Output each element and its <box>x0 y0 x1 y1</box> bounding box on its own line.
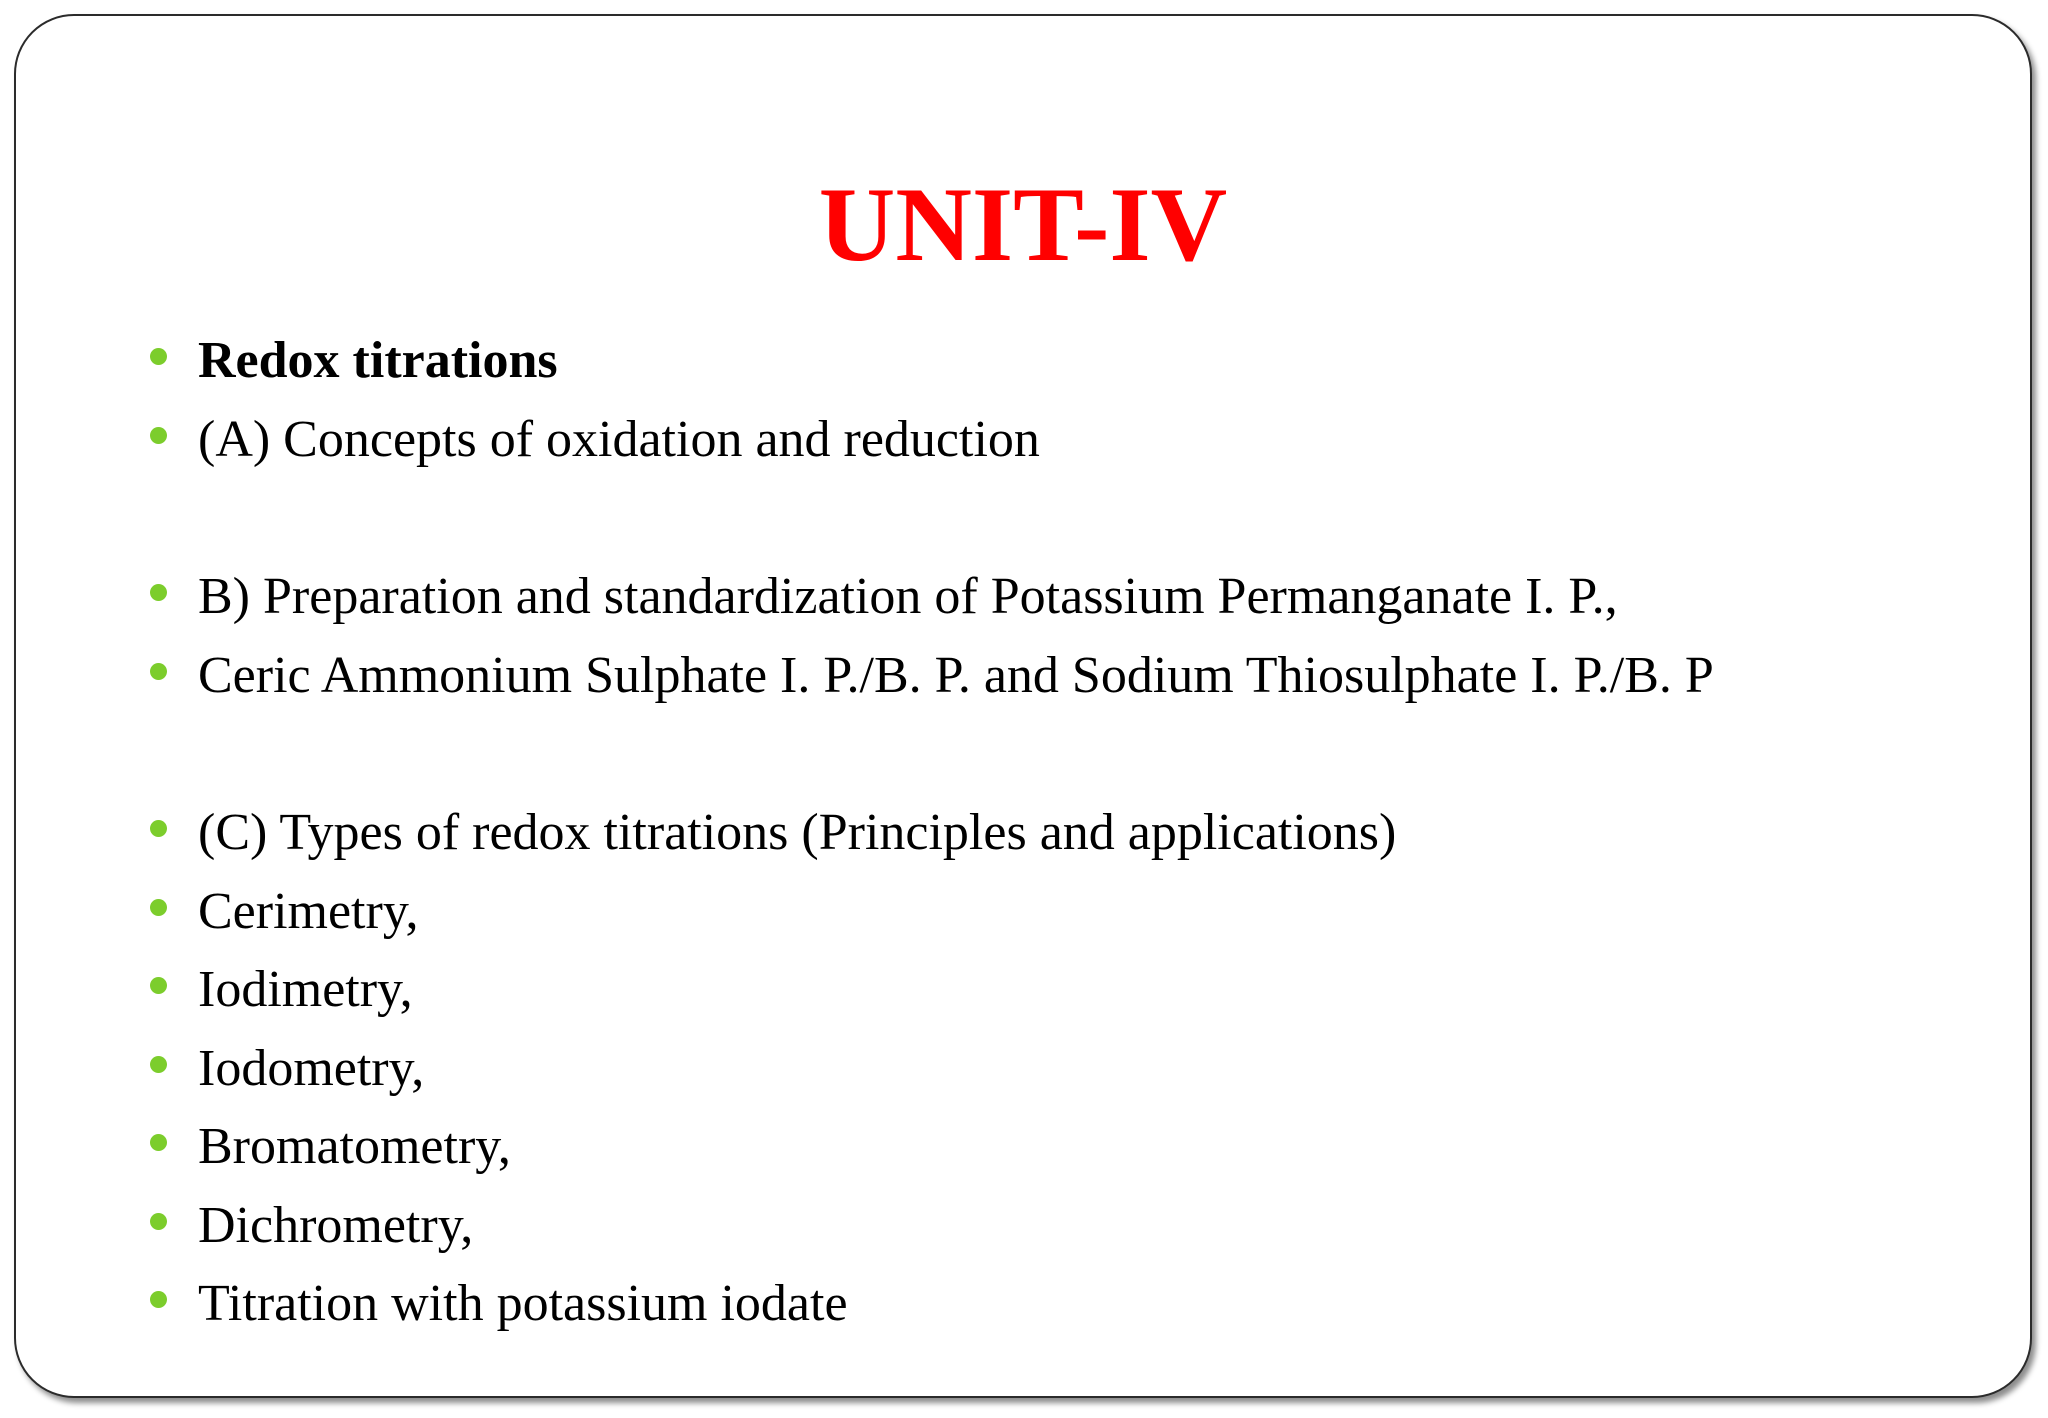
list-item <box>16 1269 2030 1339</box>
bullet-icon <box>150 427 167 444</box>
list-item-text: Bromatometry, <box>198 1118 511 1175</box>
slide-title: UNIT-IV <box>818 166 1228 283</box>
list-item <box>16 326 2030 396</box>
list-item-text: Cerimetry, <box>198 883 419 940</box>
slide <box>14 14 2032 1398</box>
list-item-text: Dichrometry, <box>198 1197 474 1254</box>
bullet-icon <box>150 899 167 916</box>
list-item-text: (C) Types of redox titrations (Principles and applications) <box>198 804 1397 861</box>
list-item <box>16 1191 2030 1261</box>
list-item-text: Iodimetry, <box>198 961 413 1018</box>
bullet-icon <box>150 663 167 680</box>
bullet-icon <box>150 820 167 837</box>
list-item <box>16 1112 2030 1182</box>
bullet-icon <box>150 584 167 601</box>
list-item <box>16 1034 2030 1104</box>
list-item-text: B) Preparation and standardization of Potassium Permanganate I. P., <box>198 568 1618 625</box>
bullet-icon <box>150 1291 167 1308</box>
list-item-text: (A) Concepts of oxidation and reduction <box>198 411 1040 468</box>
list-item-text: Titration with potassium iodate <box>198 1275 848 1332</box>
list-item <box>16 798 2030 868</box>
list-item-text: Ceric Ammonium Sulphate I. P./B. P. and Sodium Thiosulphate I. P./B. P <box>198 647 1714 704</box>
list-item <box>16 955 2030 1025</box>
list-item <box>16 562 2030 632</box>
list-item-text: Iodometry, <box>198 1040 425 1097</box>
list-item-text: Redox titrations <box>198 332 558 389</box>
bullet-icon <box>150 977 167 994</box>
list-item <box>16 641 2030 711</box>
list-item <box>16 405 2030 475</box>
bullet-list <box>16 16 2030 1396</box>
bullet-icon <box>150 1213 167 1230</box>
bullet-icon <box>150 348 167 365</box>
list-item <box>16 877 2030 947</box>
bullet-icon <box>150 1056 167 1073</box>
bullet-icon <box>150 1134 167 1151</box>
